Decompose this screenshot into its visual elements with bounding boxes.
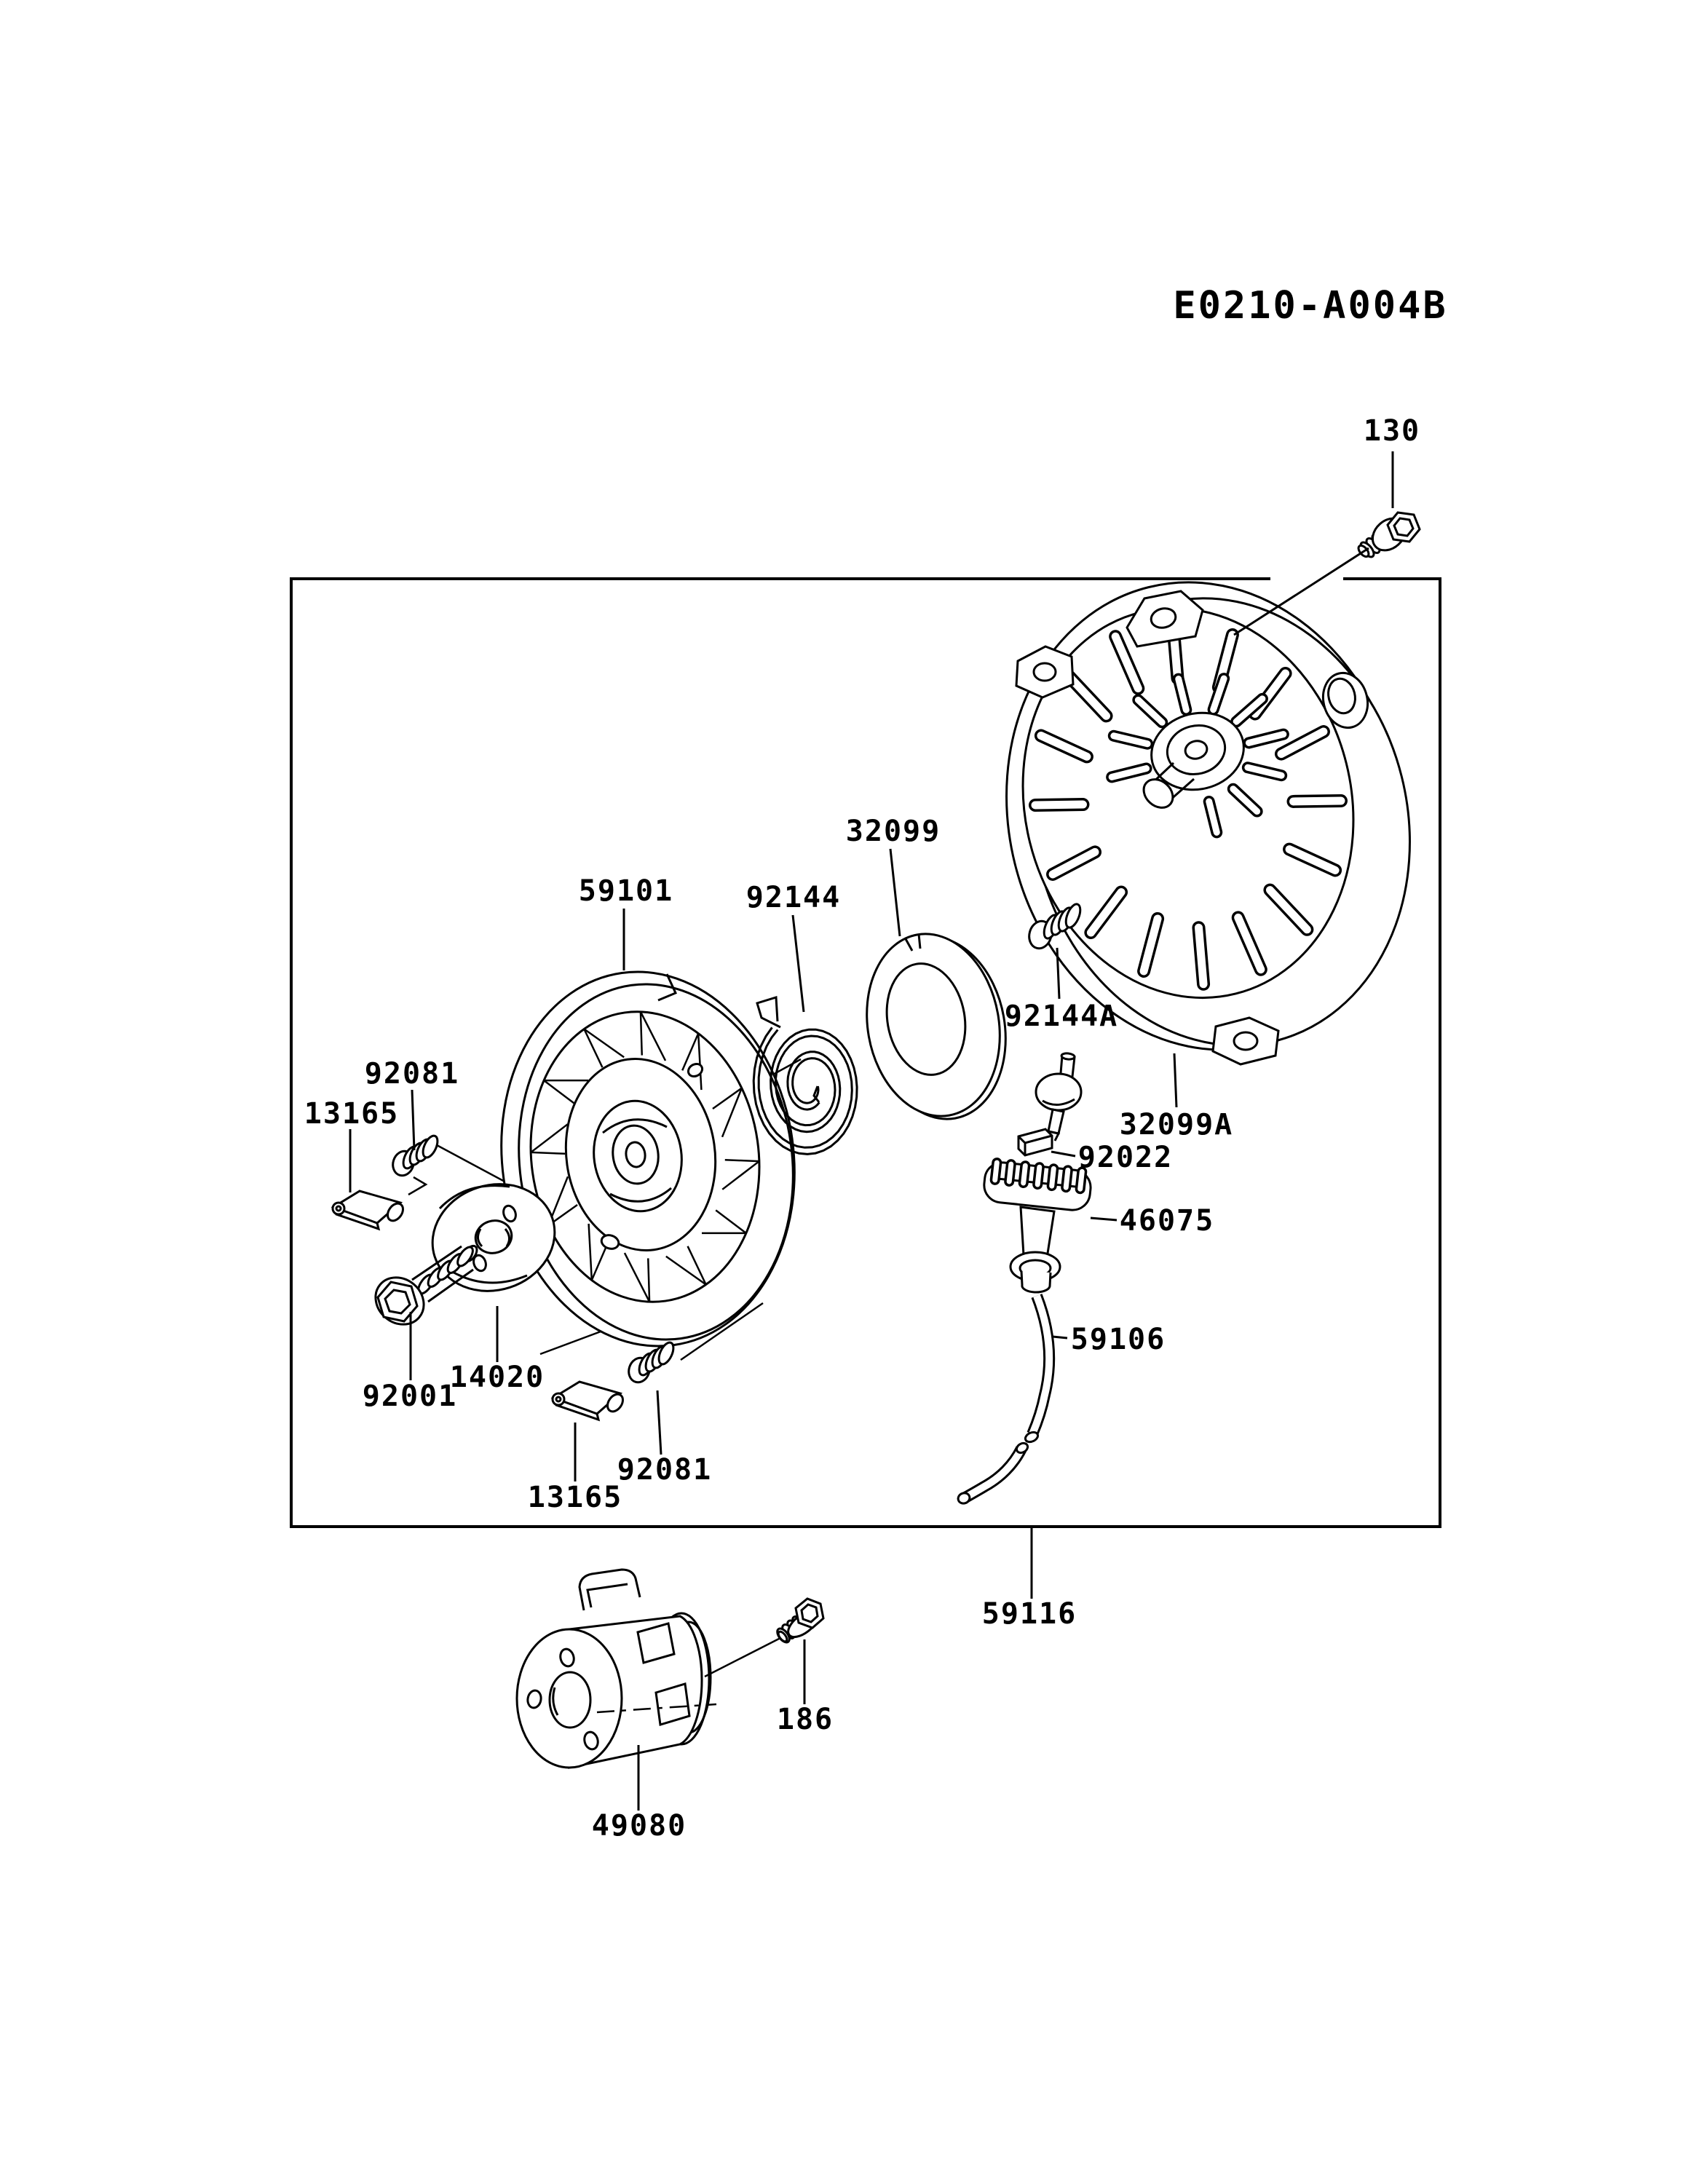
part-pawl-13165-upper [333, 1191, 406, 1229]
leader-92022 [1051, 1152, 1075, 1156]
grip-groove-core [995, 1163, 997, 1180]
leader-32099 [890, 849, 900, 936]
part-label-59116: 59116 [981, 1597, 1077, 1631]
grip-groove-core [1037, 1167, 1040, 1184]
leader-32099a [1174, 1053, 1176, 1107]
part-label-92144a: 92144A [1004, 1000, 1119, 1033]
part-label-32099a: 32099A [1119, 1108, 1234, 1142]
leader-92144 [793, 915, 804, 1012]
part-anchor-pin [1036, 1053, 1081, 1141]
part-label-92081-upper: 92081 [364, 1057, 460, 1091]
coil-loop [420, 1133, 440, 1160]
screw-hex-inner [802, 1605, 818, 1622]
bolt-hex-inner [385, 1290, 410, 1313]
part-label-130: 130 [1363, 414, 1421, 448]
part-label-92001: 92001 [362, 1380, 458, 1413]
part-bolt-130 [1356, 512, 1420, 559]
vent-slot-core [1035, 804, 1083, 805]
grip-grooves [995, 1163, 1083, 1189]
part-label-59106: 59106 [1070, 1323, 1166, 1356]
part-label-59101: 59101 [578, 874, 674, 908]
leader-46075 [1091, 1218, 1117, 1220]
diagram-code: E0210-A004B [1173, 284, 1448, 328]
part-label-13165-upper: 13165 [304, 1097, 400, 1131]
part-label-14020: 14020 [449, 1361, 545, 1394]
part-label-49080: 49080 [591, 1809, 687, 1843]
part-screw-186 [775, 1599, 823, 1645]
leader-59106 [1053, 1337, 1067, 1338]
leader-92081-upper [412, 1090, 414, 1150]
spiral-outer-hook [757, 997, 780, 1027]
part-label-92022: 92022 [1077, 1141, 1174, 1174]
grip-groove-core [1066, 1170, 1068, 1187]
part-grip-46075 [982, 1161, 1092, 1293]
part-spring-92081-lower [625, 1340, 676, 1385]
part-label-46075: 46075 [1119, 1204, 1215, 1238]
part-label-32099: 32099 [845, 815, 941, 848]
part-label-186: 186 [776, 1703, 834, 1736]
part-spring-92081-upper [389, 1133, 440, 1178]
part-ring-32099 [853, 923, 1019, 1129]
part-label-92144: 92144 [745, 881, 842, 914]
vent-slot-core [1198, 927, 1203, 984]
part-pulley-59101 [478, 953, 818, 1366]
bolt-hex-inner [1394, 518, 1413, 536]
part-rope-59106 [957, 1296, 1049, 1505]
leader-92081-lower [657, 1390, 661, 1455]
part-pawl-13165-lower [553, 1382, 626, 1420]
part-label-13165-lower: 13165 [527, 1481, 623, 1514]
part-guide-92022 [1018, 1129, 1052, 1155]
part-bolt-92001 [366, 1243, 480, 1334]
part-cup-49080 [517, 1570, 716, 1768]
grip-groove-core [1024, 1166, 1026, 1183]
part-label-92081-lower: 92081 [617, 1453, 713, 1487]
grip-groove-core [1052, 1168, 1054, 1186]
vent-slot-core [1294, 801, 1341, 802]
grip-groove-core [1009, 1164, 1011, 1182]
